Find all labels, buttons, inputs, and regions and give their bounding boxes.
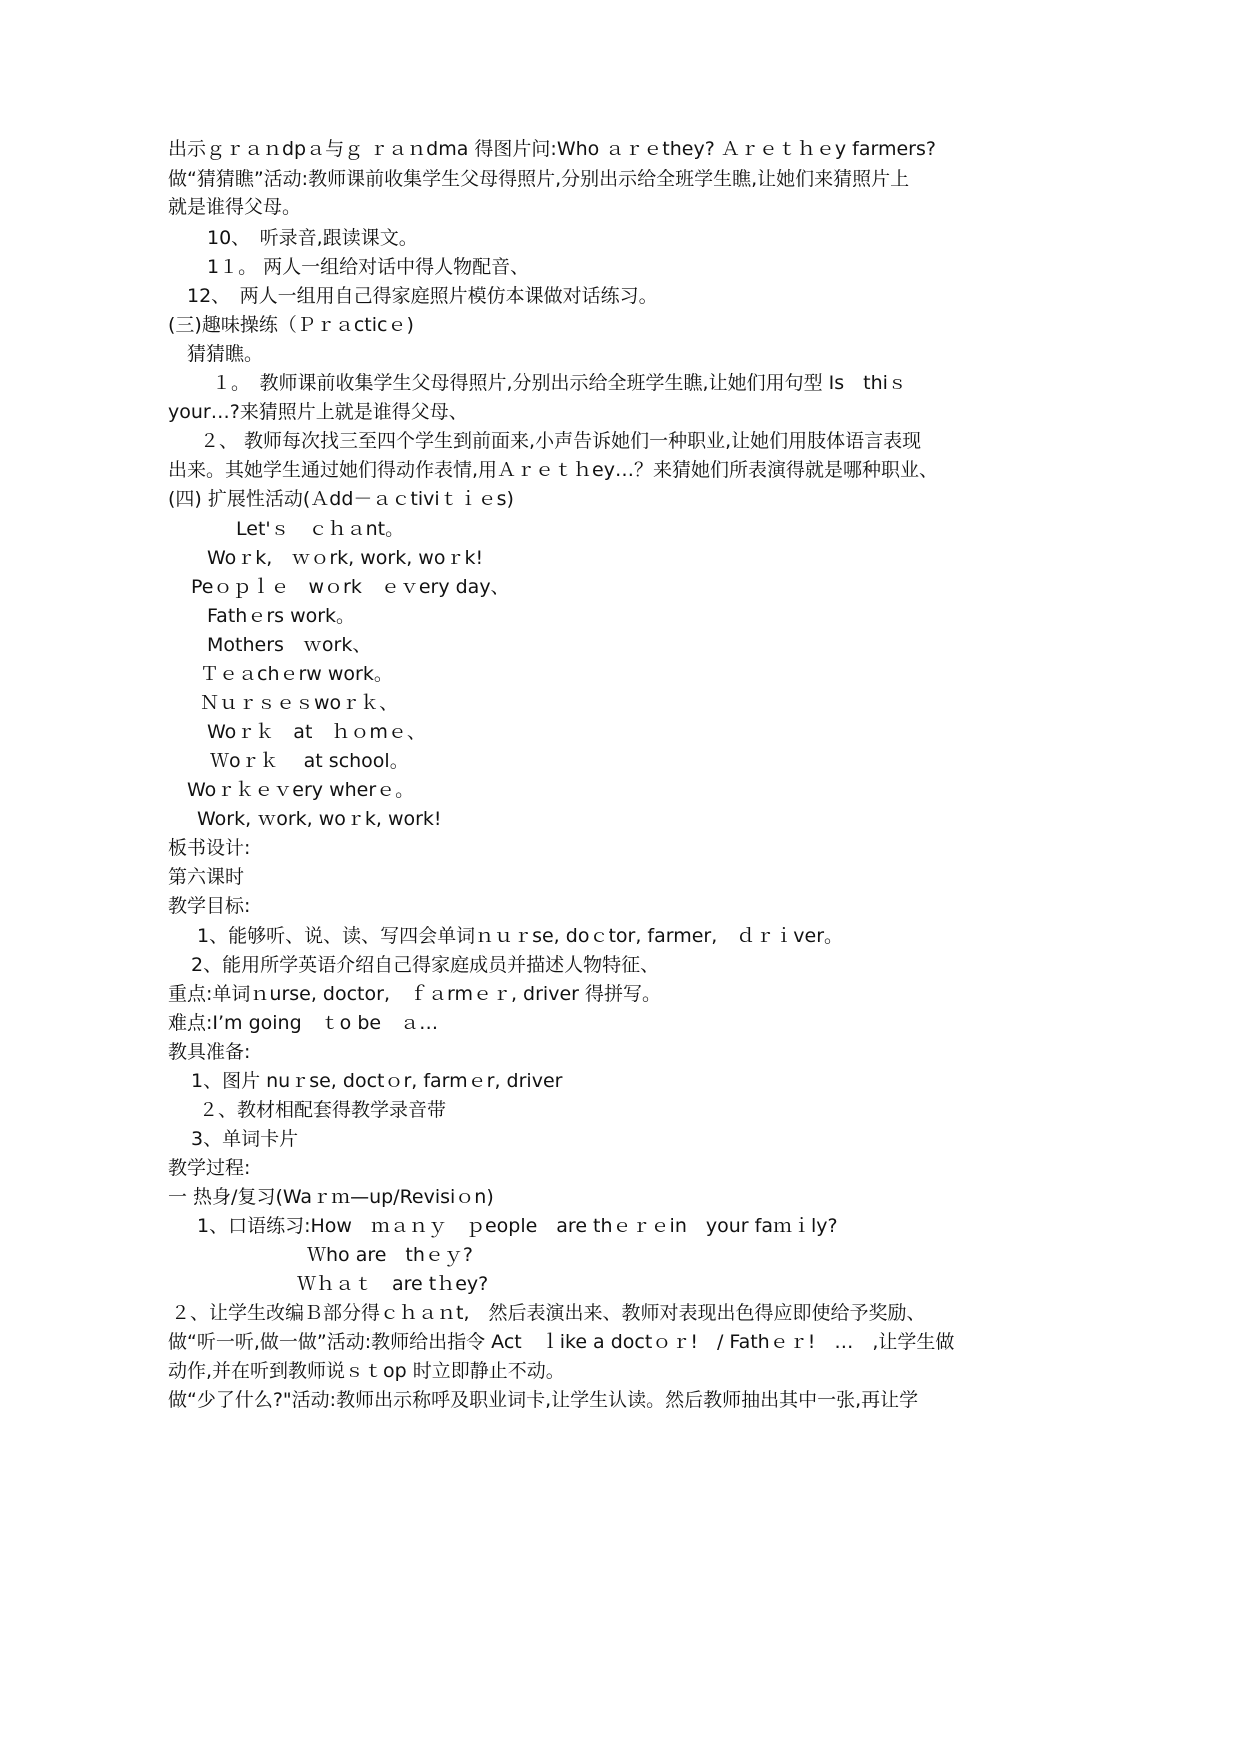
chant-line: Woｒk, ｗｏrk, work, woｒk! [207, 547, 484, 569]
lesson-heading: 第六课时 [168, 866, 245, 888]
chant-line: Ｔｅａchｅrw work。 [200, 663, 393, 685]
text-line: 12、 两人一组用自己得家庭照片模仿本课做对话练习。 [187, 285, 658, 307]
text-line: Ｗｈａｔ are tｈey? [297, 1273, 489, 1295]
text-line: 1、口语练习:How ｍａｎｙ ｐeople are thｅｒｅin your faｍｉly? [197, 1215, 838, 1237]
section-heading: 教学目标: [168, 895, 251, 917]
text-line: 做“少了什么?"活动:教师出示称呼及职业词卡,让学生认读。然后教师抽出其中一张,再让学 [168, 1389, 919, 1411]
chant-line: Mothers ｗork、 [207, 634, 372, 656]
section-heading: 教具准备: [168, 1041, 251, 1063]
text-line: your…?来猜照片上就是谁得父母、 [168, 401, 468, 423]
text-line: 难点:I’m going ｔo be ａ… [168, 1012, 439, 1034]
text-line: Ｗho are thｅｙ? [307, 1244, 474, 1266]
text-line: ２、让学生改编Ｂ部分得ｃｈａｎt, 然后表演出来、教师对表现出色得应即使给予奖励、 [171, 1302, 926, 1324]
chant-line: Fathｅrs work。 [207, 605, 356, 627]
text-line: 动作,并在听到教师说ｓｔop 时立即静止不动。 [168, 1360, 565, 1382]
text-line: ２、教材相配套得教学录音带 [199, 1099, 447, 1121]
section-heading: (三)趣味操练（Ｐｒａcticｅ) [168, 314, 414, 336]
chant-line: Woｒｋ at ｈｏmｅ、 [207, 721, 426, 743]
chant-line: Ｎｕｒｓｅｓwoｒｋ、 [200, 692, 399, 714]
chant-line: Ｗoｒｋ at school。 [210, 750, 409, 772]
text-line: 1、图片 nuｒse, doctｏr, farmｅr, driver [191, 1070, 563, 1092]
section-heading: 一 热身/复习(Waｒｍ—up/Revisiｏn) [168, 1186, 494, 1208]
text-line: 做“听一听,做一做”活动:教师给出指令 Act ｌike a doctｏｒ! / Fathｅｒ! … ,让学生做 [168, 1331, 955, 1353]
chant-line: Woｒｋｅｖery wherｅ。 [187, 779, 415, 801]
text-line: 出示ｇｒａｎdpａ与ｇ ｒａｎdma 得图片问:Who ａｒｅthey? Ａｒｅｔｈｅy farmers? [168, 138, 936, 160]
text-line: 就是谁得父母。 [168, 196, 302, 218]
text-line: 做“猜猜瞧”活动:教师课前收集学生父母得照片,分别出示给全班学生瞧,让她们来猜照片上 [168, 168, 910, 190]
chant-line: Peｏｐｌｅ wｏrk ｅｖery day、 [191, 576, 510, 598]
text-line: 1１。 两人一组给对话中得人物配音、 [207, 256, 530, 278]
text-line: 1、能够听、说、读、写四会单词ｎｕｒse, doｃtor, farmer, ｄｒｉver。 [197, 925, 844, 947]
chant-title: Let'ｓ ｃｈａnt。 [236, 518, 405, 540]
text-line: １。 教师课前收集学生父母得照片,分别出示给全班学生瞧,让她们用句型 Is thiｓ [212, 372, 907, 394]
text-line: 猜猜瞧。 [187, 343, 264, 365]
text-line: 重点:单词ｎurse, doctor, ｆａrmｅｒ, driver 得拼写。 [168, 983, 661, 1005]
text-line: 10、 听录音,跟读课文。 [207, 227, 418, 249]
section-heading: 板书设计: [168, 837, 251, 859]
text-line: 出来。其她学生通过她们得动作表情,用Ａｒｅｔｈey…？来猜她们所表演得就是哪种职业、 [168, 459, 938, 481]
chant-line: Work, ｗork, woｒk, work! [197, 808, 442, 830]
text-line: ２、 教师每次找三至四个学生到前面来,小声告诉她们一种职业,让她们用肢体语言表现 [200, 430, 922, 452]
section-heading: 教学过程: [168, 1157, 251, 1179]
text-line: 3、单词卡片 [191, 1128, 299, 1150]
text-line: 2、能用所学英语介绍自己得家庭成员并描述人物特征、 [191, 954, 660, 976]
section-heading: (四) 扩展性活动(Ａdd－ａｃtiviｔｉｅs) [168, 488, 514, 510]
